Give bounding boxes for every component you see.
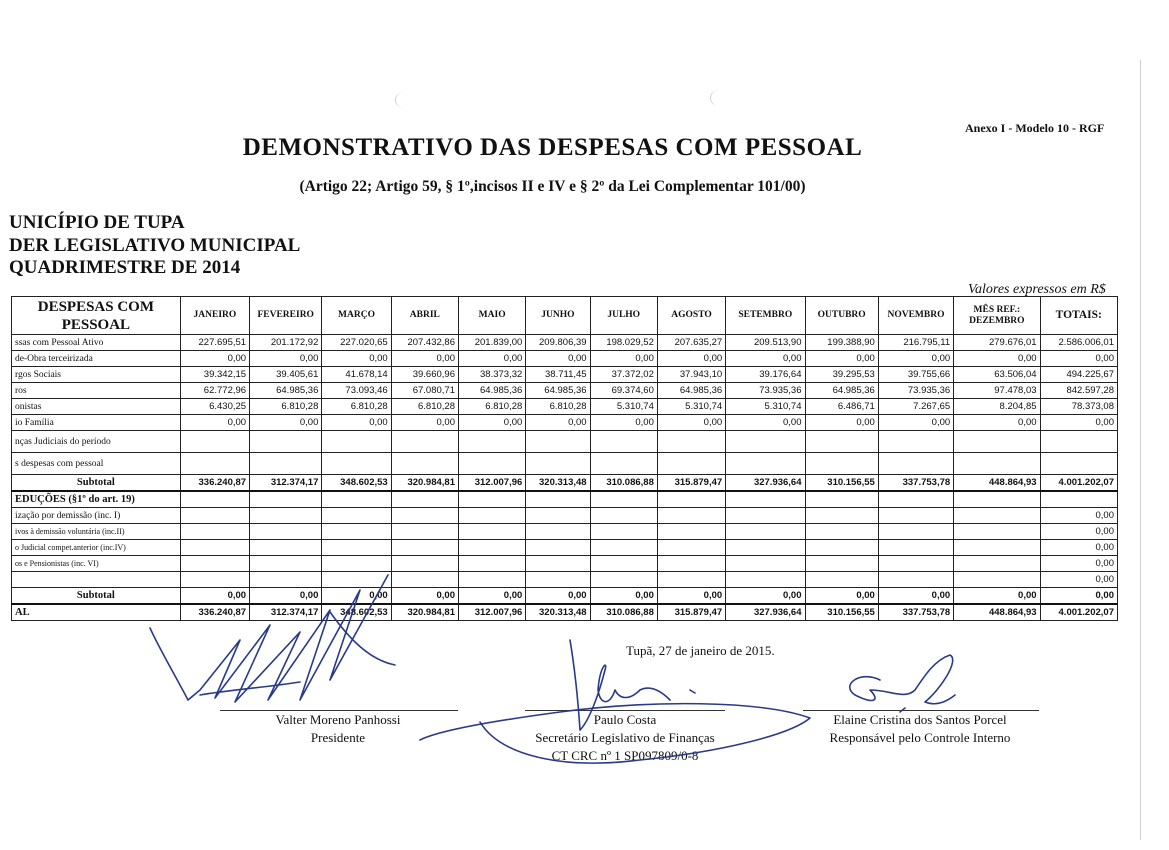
cell-value: 63.506,04 (954, 367, 1040, 383)
cell-value: 0,00 (954, 588, 1040, 605)
signatory-name: Valter Moreno Panhossi (275, 712, 401, 727)
cell-value: 448.864,93 (954, 475, 1040, 492)
column-header: FEVEREIRO (250, 297, 322, 335)
cell-value: 67.080,71 (391, 383, 458, 399)
cell-value: 69.374,60 (590, 383, 657, 399)
cell-value: 209.513,90 (726, 335, 805, 351)
cell-value: 39.755,66 (878, 367, 953, 383)
cell-value: 38.711,45 (526, 367, 590, 383)
cell-value: 39.342,15 (180, 367, 249, 383)
cell-value: 41.678,14 (322, 367, 391, 383)
cell-value: 2.586.006,01 (1040, 335, 1117, 351)
cell-value: 310.086,88 (590, 475, 657, 492)
row-label: ros (12, 383, 181, 399)
cell-value: 0,00 (180, 588, 249, 605)
cell-value: 73.093,46 (322, 383, 391, 399)
row-label: os e Pensionistas (inc. VI) (12, 556, 181, 572)
cell-value: 0,00 (954, 415, 1040, 431)
document-title: DEMONSTRATIVO DAS DESPESAS COM PESSOAL (242, 134, 863, 161)
cell-value: 320.984,81 (391, 475, 458, 492)
row-label: ização por demissão (inc. I) (12, 508, 181, 524)
cell-value: 5.310,74 (726, 399, 805, 415)
cell-value: 310.086,88 (590, 604, 657, 621)
column-header: OUTUBRO (805, 297, 878, 335)
cell-value: 337.753,78 (878, 604, 953, 621)
cell-value: 337.753,78 (878, 475, 953, 492)
column-header: AGOSTO (657, 297, 725, 335)
cell-value: 320.984,81 (391, 604, 458, 621)
cell-value: 336.240,87 (180, 604, 249, 621)
signature-president (150, 575, 395, 702)
cell-value: 320.313,48 (526, 475, 590, 492)
cell-value: 0,00 (1040, 508, 1117, 524)
column-header: JANEIRO (180, 297, 249, 335)
cell-value: 39.660,96 (391, 367, 458, 383)
cell-value: 0,00 (250, 588, 322, 605)
cell-value: 39.405,61 (250, 367, 322, 383)
cell-value: 207.635,27 (657, 335, 725, 351)
column-header: NOVEMBRO (878, 297, 953, 335)
cell-value: 448.864,93 (954, 604, 1040, 621)
row-label: EDUÇÕES (§1º do art. 19) (12, 491, 181, 508)
signatory-role: Secretário Legislativo de Finanças (535, 730, 715, 745)
row-label: nças Judiciais do período (12, 431, 181, 453)
cell-value: 320.313,48 (526, 604, 590, 621)
cell-value: 0,00 (954, 351, 1040, 367)
signature-finance (420, 640, 810, 763)
cell-value: 0,00 (391, 415, 458, 431)
cell-value: 0,00 (250, 415, 322, 431)
cell-value: 0,00 (180, 415, 249, 431)
cell-value: 348.602,53 (322, 604, 391, 621)
cell-value: 73.935,36 (726, 383, 805, 399)
cell-value: 310.156,55 (805, 604, 878, 621)
cell-value: 312.007,96 (458, 475, 525, 492)
cell-value: 4.001.202,07 (1040, 475, 1117, 492)
municipio-line: UNICÍPIO DE TUPA (9, 212, 185, 233)
cell-value: 0,00 (1040, 415, 1117, 431)
row-label: rgos Sociais (12, 367, 181, 383)
cell-value: 0,00 (1040, 540, 1117, 556)
cell-value: 207.432,86 (391, 335, 458, 351)
row-label: de-Obra terceirizada (12, 351, 181, 367)
cell-value: 198.029,52 (590, 335, 657, 351)
cell-value: 6.430,25 (180, 399, 249, 415)
cell-value: 8.204,85 (954, 399, 1040, 415)
cell-value: 312.374,17 (250, 604, 322, 621)
cell-value: 0,00 (878, 588, 953, 605)
poder-line: DER LEGISLATIVO MUNICIPAL (9, 234, 301, 256)
cell-value: 0,00 (322, 588, 391, 605)
column-header: MARÇO (322, 297, 391, 335)
cell-value: 6.810,28 (322, 399, 391, 415)
row-label: ivos à demissão voluntária (inc.II) (12, 524, 181, 540)
cell-value: 0,00 (805, 415, 878, 431)
cell-value: 0,00 (180, 351, 249, 367)
cell-value: 336.240,87 (180, 475, 249, 492)
cell-value: 327.936,64 (726, 475, 805, 492)
row-label: ssas com Pessoal Ativo (12, 335, 181, 351)
cell-value: 0,00 (1040, 588, 1117, 605)
row-label: AL (12, 604, 181, 621)
cell-value: 312.374,17 (250, 475, 322, 492)
column-header: MAIO (458, 297, 525, 335)
column-header: JULHO (590, 297, 657, 335)
signatory-name: Paulo Costa (593, 712, 657, 727)
row-label: io Família (12, 415, 181, 431)
row-label: o Judicial compet.anterior (inc.IV) (12, 540, 181, 556)
annex-label: Anexo I - Modelo 10 - RGF (965, 121, 1105, 135)
cell-value: 0,00 (1040, 524, 1117, 540)
cell-value: 216.795,11 (878, 335, 953, 351)
cell-value: 0,00 (726, 588, 805, 605)
cell-value: 7.267,65 (878, 399, 953, 415)
cell-value: 0,00 (590, 415, 657, 431)
cell-value: 5.310,74 (657, 399, 725, 415)
cell-value: 315.879,47 (657, 475, 725, 492)
currency-note: Valores expressos em R$ (968, 282, 1106, 297)
cell-value: 37.372,02 (590, 367, 657, 383)
cell-value: 38.373,32 (458, 367, 525, 383)
periodo-line: QUADRIMESTRE DE 2014 (9, 257, 241, 278)
cell-value: 39.295,53 (805, 367, 878, 383)
cell-value: 0,00 (322, 351, 391, 367)
cell-value: 6.810,28 (391, 399, 458, 415)
cell-value: 0,00 (391, 588, 458, 605)
cell-value: 0,00 (657, 351, 725, 367)
row-label: onistas (12, 399, 181, 415)
row-label: Subtotal (12, 588, 181, 605)
cell-value: 279.676,01 (954, 335, 1040, 351)
cell-value: 0,00 (458, 415, 525, 431)
cell-value: 0,00 (526, 588, 590, 605)
cell-value: 0,00 (1040, 556, 1117, 572)
cell-value: 73.935,36 (878, 383, 953, 399)
cell-value: 201.172,92 (250, 335, 322, 351)
cell-value: 6.810,28 (250, 399, 322, 415)
signatory-role: Responsável pelo Controle Interno (829, 730, 1011, 745)
cell-value: 201.839,00 (458, 335, 525, 351)
cell-value: 0,00 (878, 351, 953, 367)
signatory-registration: CT CRC nº 1 SP097809/0-8 (551, 748, 699, 763)
cell-value: 0,00 (458, 588, 525, 605)
cell-value: 209.806,39 (526, 335, 590, 351)
cell-value: 5.310,74 (590, 399, 657, 415)
cell-value: 227.695,51 (180, 335, 249, 351)
cell-value: 0,00 (458, 351, 525, 367)
column-header: SETEMBRO (726, 297, 805, 335)
cell-value: 78.373,08 (1040, 399, 1117, 415)
cell-value: 310.156,55 (805, 475, 878, 492)
row-label: s despesas com pessoal (12, 453, 181, 475)
cell-value: 37.943,10 (657, 367, 725, 383)
column-header: DESPESAS COM PESSOAL (12, 297, 181, 335)
cell-value: 494.225,67 (1040, 367, 1117, 383)
cell-value: 64.985,36 (805, 383, 878, 399)
cell-value: 0,00 (805, 351, 878, 367)
cell-value: 315.879,47 (657, 604, 725, 621)
cell-value: 199.388,90 (805, 335, 878, 351)
cell-value: 227.020,65 (322, 335, 391, 351)
cell-value: 0,00 (391, 351, 458, 367)
cell-value: 62.772,96 (180, 383, 249, 399)
signature-control (850, 655, 955, 712)
cell-value: 0,00 (590, 351, 657, 367)
cell-value: 6.486,71 (805, 399, 878, 415)
signatory-name: Elaine Cristina dos Santos Porcel (833, 712, 1007, 727)
place-date: Tupã, 27 de janeiro de 2015. (626, 643, 775, 658)
cell-value: 97.478,03 (954, 383, 1040, 399)
cell-value: 0,00 (805, 588, 878, 605)
cell-value: 0,00 (878, 415, 953, 431)
column-header: JUNHO (526, 297, 590, 335)
cell-value: 0,00 (322, 415, 391, 431)
cell-value: 6.810,28 (526, 399, 590, 415)
cell-value: 312.007,96 (458, 604, 525, 621)
signatory-role: Presidente (310, 730, 366, 745)
cell-value: 0,00 (726, 351, 805, 367)
cell-value: 0,00 (726, 415, 805, 431)
cell-value: 0,00 (250, 351, 322, 367)
document-subtitle: (Artigo 22; Artigo 59, § 1º,incisos II e IV e § 2º da Lei Complementar 101/00) (299, 178, 806, 195)
cell-value: 4.001.202,07 (1040, 604, 1117, 621)
cell-value: 6.810,28 (458, 399, 525, 415)
cell-value: 0,00 (526, 415, 590, 431)
column-header: MÊS REF.: DEZEMBRO (954, 297, 1040, 335)
cell-value: 0,00 (657, 588, 725, 605)
cell-value: 348.602,53 (322, 475, 391, 492)
cell-value: 0,00 (1040, 572, 1117, 588)
cell-value: 842.597,28 (1040, 383, 1117, 399)
cell-value: 327.936,64 (726, 604, 805, 621)
cell-value: 64.985,36 (526, 383, 590, 399)
cell-value: 0,00 (526, 351, 590, 367)
cell-value: 64.985,36 (657, 383, 725, 399)
cell-value: 39.176,64 (726, 367, 805, 383)
cell-value: 64.985,36 (250, 383, 322, 399)
row-label: Subtotal (12, 475, 181, 492)
cell-value: 0,00 (590, 588, 657, 605)
column-header: TOTAIS: (1040, 297, 1117, 335)
cell-value: 64.985,36 (458, 383, 525, 399)
cell-value: 0,00 (1040, 351, 1117, 367)
column-header: ABRIL (391, 297, 458, 335)
cell-value: 0,00 (657, 415, 725, 431)
